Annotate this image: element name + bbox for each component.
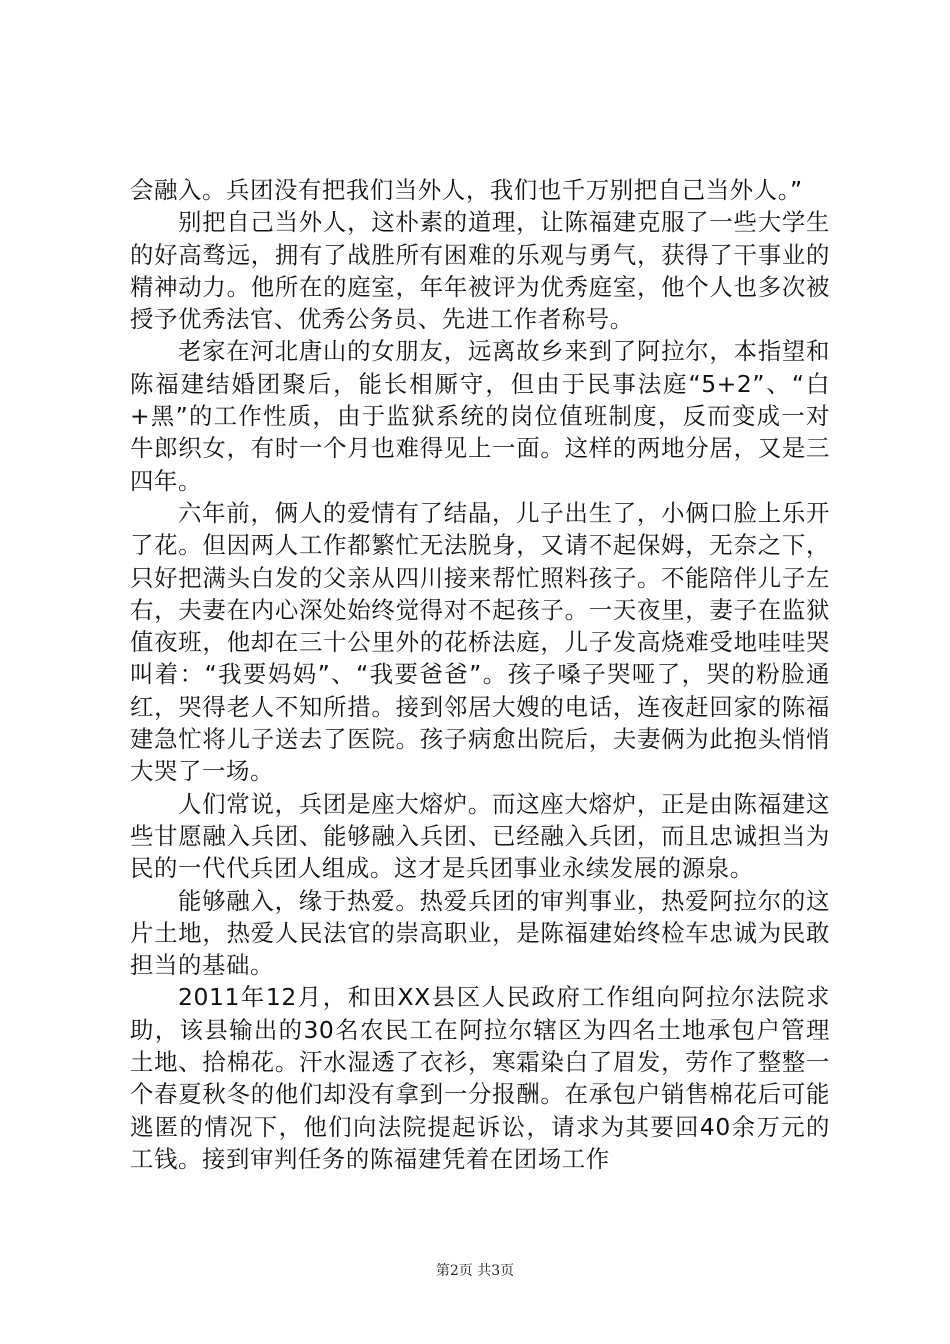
paragraph-5: 人们常说，兵团是座大熔炉。而这座大熔炉，正是由陈福建这些甘愿融入兵团、能够融入兵团、已经融入兵团，而且忠诚担当为民的一代代兵团人组成。这才是兵团事业永续发展的源泉。 — [130, 789, 830, 883]
paragraph-4: 六年前，俩人的爱情有了结晶，儿子出生了，小俩口脸上乐开了花。但因两人工作都繁忙无法脱身，又请不起保姆，无奈之下，只好把满头白发的父亲从四川接来帮忙照料孩子。不能陪伴儿子左右，夫妻在内心深处始终觉得对不起孩子。一天夜里，妻子在监狱值夜班，他却在三十公里外的花桥法庭，儿子发高烧难受地哇哇哭叫着：“我要妈妈”、“我要爸爸”。孩子嗓子哭哑了，哭的粉脸通红，哭得老人不知所措。接到邻居大嫂的电话，连夜赶回家的陈福建急忙将儿子送去了医院。孩子病愈出院后，夫妻俩为此抱头悄悄大哭了一场。 — [130, 498, 830, 786]
paragraph-1: 会融入。兵团没有把我们当外人，我们也千万别把自己当外人。” — [130, 176, 803, 204]
paragraph-6: 能够融入，缘于热爱。热爱兵团的审判事业，热爱阿拉尔的这片土地，热爱人民法官的崇高职业，是陈福建始终检车忠诚为民敢担当的基础。 — [130, 886, 830, 980]
page-footer: 第2页 共3页 — [435, 1263, 515, 1279]
paragraph-3: 老家在河北唐山的女朋友，远离故乡来到了阿拉尔，本指望和陈福建结婚团聚后，能长相厮守，但由于民事法庭“5+2”、“白+黑”的工作性质，由于监狱系统的岗位值班制度，反而变成一对牛郎织女，有时一个月也难得见上一面。这样的两地分居，又是三四年。 — [130, 337, 830, 495]
document-body — [130, 174, 830, 1175]
paragraph-2: 别把自己当外人，这朴素的道理，让陈福建克服了一些大学生的好高骛远，拥有了战胜所有困难的乐观与勇气，获得了干事业的精神动力。他所在的庭室，年年被评为优秀庭室，他个人也多次被授予优秀法官、优秀公务员、先进工作者称号。 — [130, 208, 830, 334]
paragraph-7: 2011年12月，和田XX县区人民政府工作组向阿拉尔法院求助，该县输出的30名农民工在阿拉尔辖区为四名土地承包户管理土地、拾棉花。汗水湿透了衣衫，寒霜染白了眉发，劳作了整整一个春夏秋冬的他们却没有拿到一分报酬。在承包户销售棉花后可能逃匿的情况下，他们向法院提起诉讼，请求为其要回40余万元的工钱。接到审判任务的陈福建凭着在团场工作 — [130, 983, 830, 1173]
